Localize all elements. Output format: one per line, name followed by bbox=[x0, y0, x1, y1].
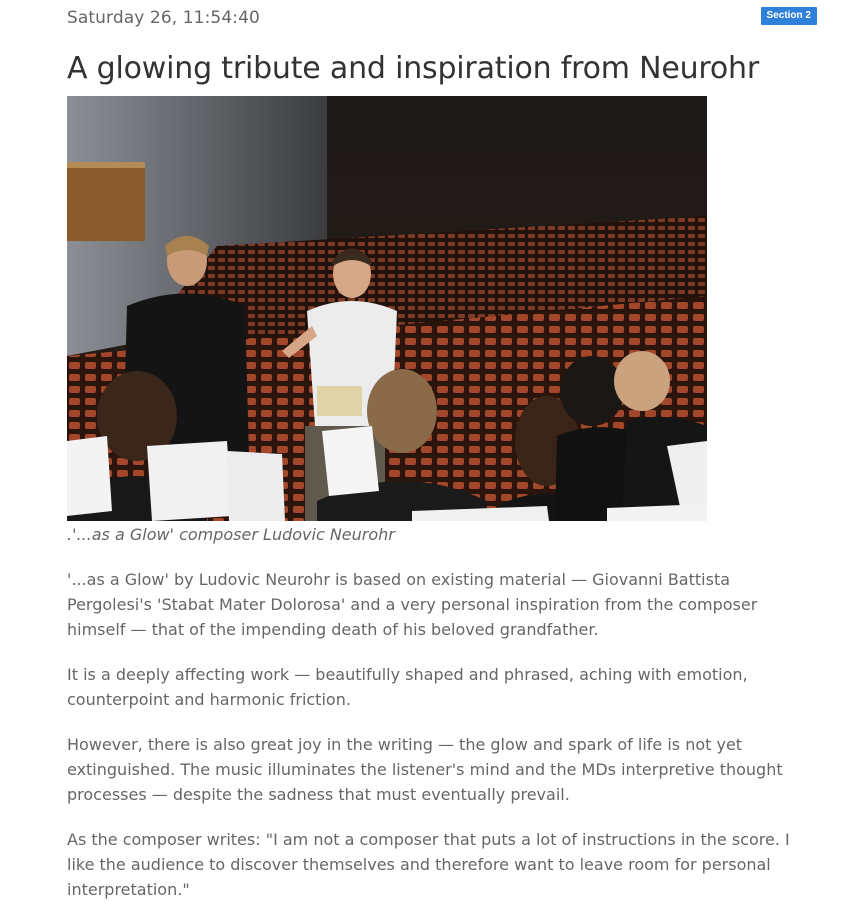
paragraph-1: '...as a Glow' by Ludovic Neurohr is based on existing material — Giovanni Battista Pergolesi's 'Stabat Mater Dolorosa' and a very personal inspiration from the composer himself — that of the impending death of his beloved grandfather. bbox=[67, 570, 758, 639]
section-badge[interactable]: Section 2 bbox=[761, 7, 817, 25]
paragraph-4: As the composer writes: "I am not a composer that puts a lot of instructions in the score. I like the audience to discover themselves and therefore want to leave room for personal interpretation." bbox=[67, 830, 790, 899]
article-timestamp: Saturday 26, 11:54:40 bbox=[67, 8, 260, 28]
article-title: A glowing tribute and inspiration from Neurohr bbox=[67, 51, 759, 86]
paragraph-2: It is a deeply affecting work — beautifully shaped and phrased, aching with emotion, counterpoint and harmonic friction. bbox=[67, 665, 748, 709]
article-body bbox=[67, 567, 817, 902]
article bbox=[67, 0, 817, 922]
photo-caption: .'...as a Glow' composer Ludovic Neurohr bbox=[67, 525, 395, 544]
article-photo bbox=[67, 96, 707, 521]
paragraph-3: However, there is also great joy in the writing — the glow and spark of life is not yet extinguished. The music illuminates the listener's mind and the MDs interpretive thought processes — despite the sadness that must eventually prevail. bbox=[67, 735, 783, 804]
article-header bbox=[67, 0, 817, 40]
